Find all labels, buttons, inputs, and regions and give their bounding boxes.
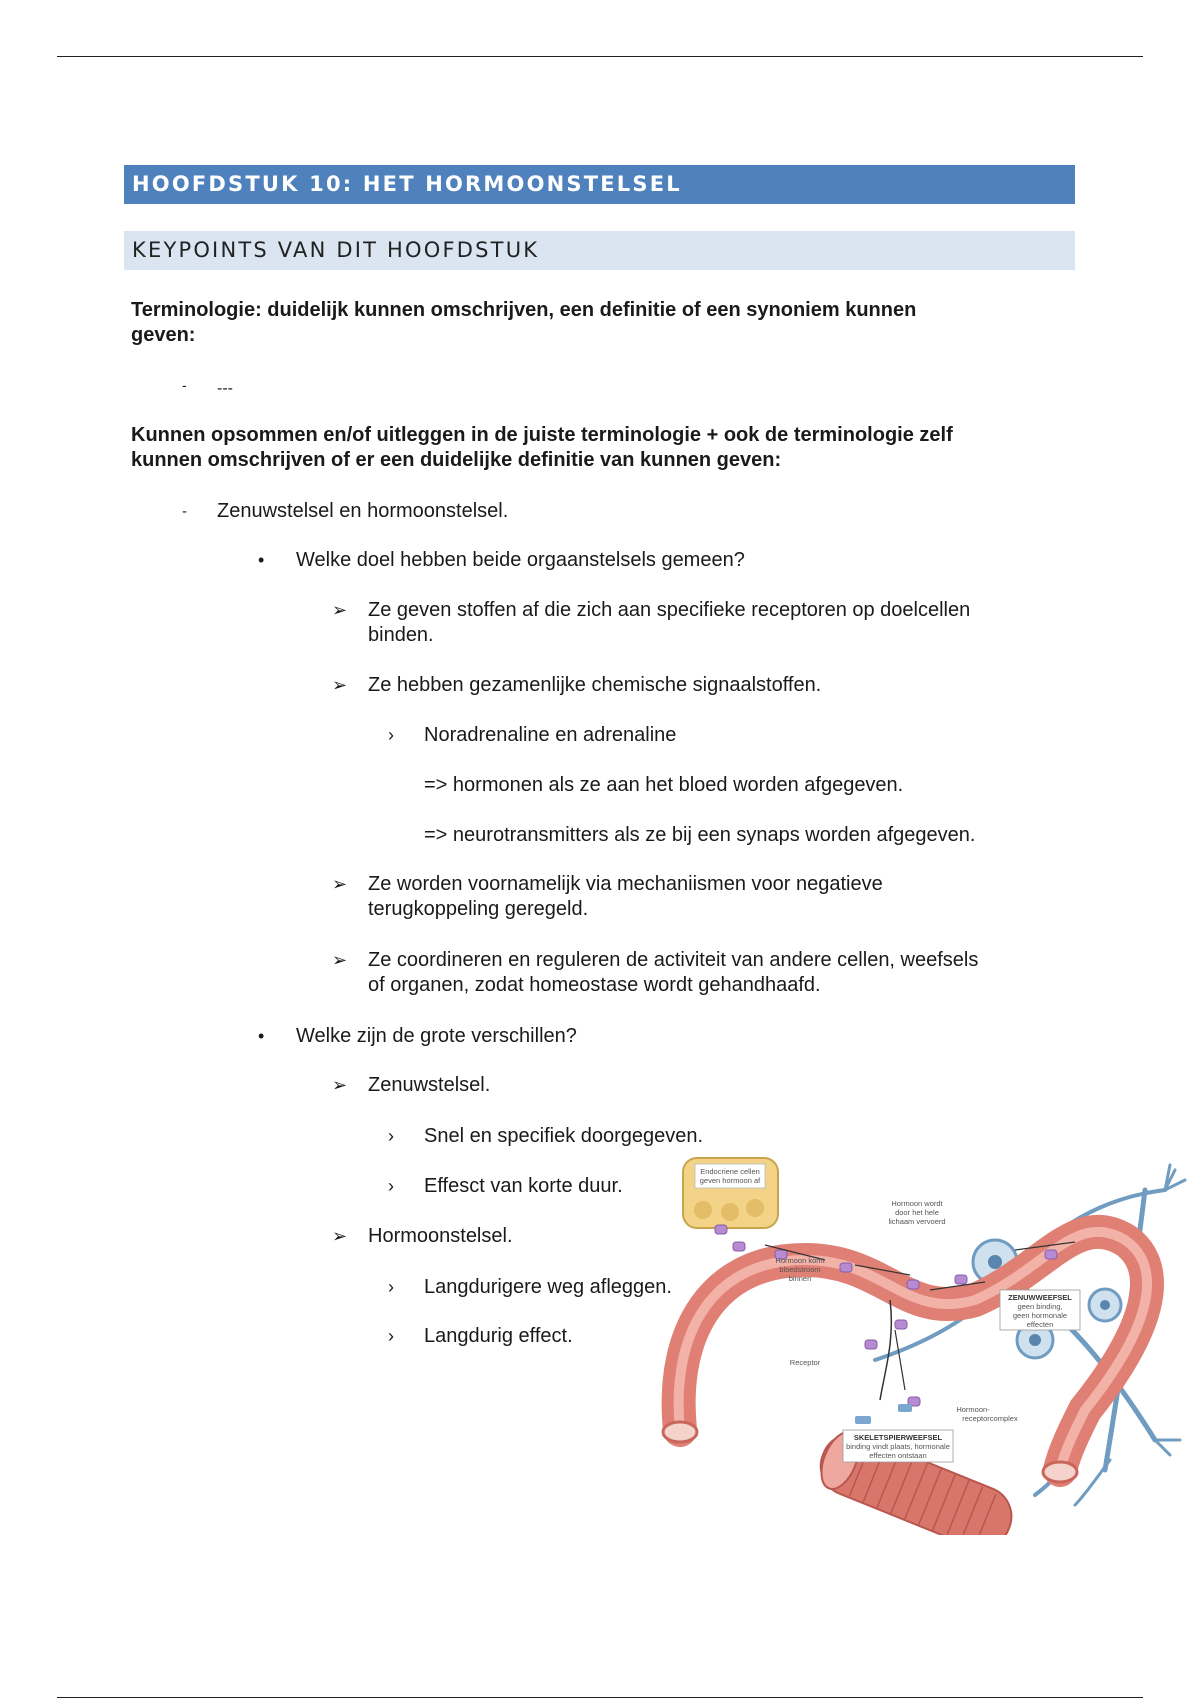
arrow-marker: ➢ [332,874,348,894]
nervous-point-1: Snel en specifiek doorgegeven. [424,1125,704,1147]
arrow-marker: ➢ [332,600,348,620]
question-2: Welke zijn de grote verschillen? [296,1025,577,1047]
label-transport: lichaam vervoerd [888,1217,946,1226]
chevron-marker: › [388,1326,394,1346]
label-endocrine: Endocriene cellen [700,1167,760,1176]
answer-1-line1: Ze geven stoffen af die zich aan specifieke receptoren op doelcellen [368,599,971,621]
label-skeletal-muscle: effecten ontstaan [869,1451,927,1460]
answer-2: Ze hebben gezamenlijke chemische signaalstoffen. [368,674,822,696]
dash-marker: - [182,377,187,393]
answer-3-line1: Ze worden voornamelijk via mechaniismen voor negatieve [368,873,883,895]
answer-4-line1: Ze coordineren en reguleren de activiteit van andere cellen, weefsels [368,949,979,971]
arrow-marker: ➢ [332,1075,348,1095]
chevron-marker: › [388,1176,394,1196]
label-nerve-tissue: effecten [1026,1320,1054,1329]
chevron-marker: › [388,1277,394,1297]
topic-item: Zenuwstelsel en hormoonstelsel. [217,500,509,522]
vessel-branch [880,1300,891,1400]
arrow-marker: ➢ [332,950,348,970]
chevron-marker: › [388,1126,394,1146]
nervous-point-2: Effesct van korte duur. [424,1175,623,1197]
label-skeletal-muscle: SKELETSPIERWEEFSEL [853,1433,943,1442]
enumerate-heading-line1: Kunnen opsommen en/of uitleggen in de juiste terminologie + ook de terminologie zelf [131,424,953,446]
skeletal-muscle [812,1404,1021,1535]
label-hormone-receptor: Hormoon- [956,1405,990,1414]
hormone-transport-illustration [655,1150,1195,1535]
label-nerve-tissue: geen binding, [1017,1302,1063,1311]
label-skeletal-muscle: binding vindt plaats, hormonale [846,1442,950,1451]
hormone-point-2: Langdurig effect. [424,1325,573,1347]
section-heading: KEYPOINTS VAN DIT HOOFDSTUK [124,231,1075,270]
question-1: Welke doel hebben beide orgaanstelsels gemeen? [296,549,745,571]
label-hormone-receptor: receptorcomplex [962,1414,1018,1423]
label-bloodstream: Hormoon komt [775,1256,825,1265]
label-endocrine: geven hormoon af [699,1176,761,1185]
bullet-marker: • [258,550,265,570]
answer-2-sub: Noradrenaline en adrenaline [424,724,677,746]
dash-marker: - [182,503,187,520]
terminology-item: --- [217,380,233,397]
answer-1-line2: binden. [368,624,434,646]
answer-2-hormones: => hormonen als ze aan het bloed worden afgegeven. [424,774,904,796]
terminology-heading-line2: geven: [131,324,196,346]
label-nerve-tissue: ZENUWWEEFSEL [1008,1293,1072,1302]
label-bloodstream: binnen [788,1274,812,1283]
bottom-rule [57,1697,1143,1698]
top-rule [57,56,1143,57]
chevron-marker: › [388,725,394,745]
label-nerve-tissue: geen hormonale [1012,1311,1068,1320]
hormone-point-1: Langdurigere weg afleggen. [424,1276,672,1298]
arrow-marker: ➢ [332,675,348,695]
arrow-marker: ➢ [332,1226,348,1246]
label-transport: door het hele [895,1208,939,1217]
answer-3-line2: terugkoppeling geregeld. [368,898,589,920]
enumerate-heading-line2: kunnen omschrijven of er een duidelijke definitie van kunnen geven: [131,449,782,471]
bullet-marker: • [258,1026,265,1046]
label-bloodstream: bloedstroom [779,1265,821,1274]
nervous-system-item: Zenuwstelsel. [368,1074,491,1096]
terminology-heading-line1: Terminologie: duidelijk kunnen omschrijven, een definitie of een synoniem kunnen [131,299,917,321]
answer-4-line2: of organen, zodat homeostase wordt gehandhaafd. [368,974,821,996]
label-receptor: Receptor [789,1358,821,1367]
chapter-heading: HOOFDSTUK 10: HET HORMOONSTELSEL [124,165,1075,204]
label-transport: Hormoon wordt [891,1199,943,1208]
answer-2-neurotransmitters: => neurotransmitters als ze bij een synaps worden afgegeven. [424,824,976,846]
hormone-system-item: Hormoonstelsel. [368,1225,513,1247]
